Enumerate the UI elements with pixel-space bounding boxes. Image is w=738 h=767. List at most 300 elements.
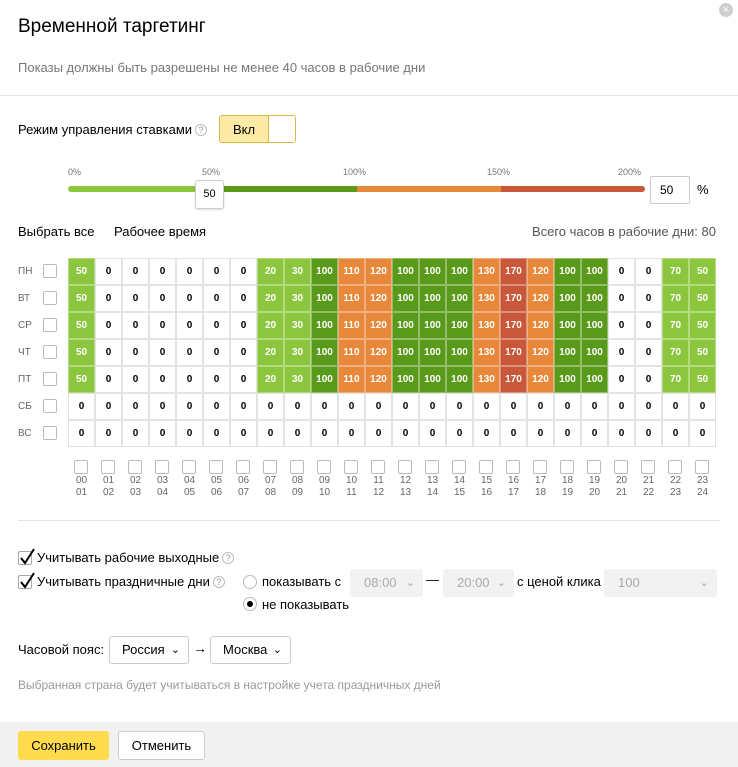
hour-cell[interactable]: 0: [176, 312, 203, 339]
slider-tick-label: 100%: [343, 167, 367, 177]
hour-cell[interactable]: 0: [230, 393, 257, 420]
hour-cell[interactable]: 0: [635, 420, 662, 447]
day-row: [18, 366, 716, 393]
toggle-knob: [268, 116, 295, 142]
show-radio[interactable]: [243, 575, 257, 589]
hour-checkbox[interactable]: [209, 460, 223, 474]
hour-cell[interactable]: 0: [122, 393, 149, 420]
work-time-link[interactable]: Рабочее время: [114, 224, 207, 239]
hour-cell[interactable]: 100: [392, 312, 419, 339]
hour-cell[interactable]: 120: [365, 258, 392, 285]
hour-cell[interactable]: 120: [365, 312, 392, 339]
hour-label-end: 16: [480, 487, 493, 498]
hour-cell[interactable]: 0: [581, 420, 608, 447]
hour-cell[interactable]: 20: [257, 285, 284, 312]
country-select[interactable]: [109, 636, 189, 664]
divider: [0, 95, 738, 96]
hour-cell[interactable]: 0: [689, 420, 716, 447]
hide-radio[interactable]: [243, 597, 257, 611]
hour-cell[interactable]: 30: [284, 366, 311, 393]
hour-cell[interactable]: 0: [203, 366, 230, 393]
slider-track-segment[interactable]: [501, 186, 645, 192]
hour-checkbox[interactable]: [263, 460, 277, 474]
hour-cell[interactable]: 20: [257, 366, 284, 393]
hour-cell[interactable]: 0: [635, 258, 662, 285]
hour-cell[interactable]: 50: [68, 285, 95, 312]
hour-cell[interactable]: 20: [257, 312, 284, 339]
day-label: ПТ: [18, 374, 32, 385]
hour-cell[interactable]: 0: [68, 393, 95, 420]
day-row: [18, 258, 716, 285]
hour-label-start: 22: [669, 475, 682, 486]
hour-cell[interactable]: 0: [203, 285, 230, 312]
hour-label-end: 15: [453, 487, 466, 498]
hour-cell[interactable]: 120: [527, 258, 554, 285]
hour-cell[interactable]: 0: [230, 366, 257, 393]
hour-cell[interactable]: 0: [365, 393, 392, 420]
hour-cell[interactable]: 100: [554, 285, 581, 312]
hour-label-end: 05: [183, 487, 196, 498]
hour-cell[interactable]: 0: [122, 420, 149, 447]
hour-cell[interactable]: 0: [203, 393, 230, 420]
day-checkbox[interactable]: [43, 345, 57, 359]
hour-cell[interactable]: 50: [689, 312, 716, 339]
day-label: ПН: [18, 266, 33, 277]
hour-cell[interactable]: 0: [635, 339, 662, 366]
hour-cell[interactable]: 110: [338, 339, 365, 366]
hour-cell[interactable]: 0: [203, 258, 230, 285]
hour-label-start: 00: [75, 475, 88, 486]
help-icon[interactable]: ?: [222, 552, 234, 564]
hour-cell[interactable]: 100: [392, 258, 419, 285]
hour-label-start: 18: [561, 475, 574, 486]
hour-cell[interactable]: 0: [203, 339, 230, 366]
hour-cell[interactable]: 0: [392, 393, 419, 420]
hour-cell[interactable]: 0: [230, 285, 257, 312]
hour-cell[interactable]: 0: [149, 258, 176, 285]
holidays-text: Учитывать праздничные дни: [37, 574, 210, 589]
time-dash: —: [426, 572, 439, 587]
hour-label-end: 10: [318, 487, 331, 498]
hour-cell[interactable]: 50: [68, 258, 95, 285]
from-time-value: 08:00: [364, 575, 397, 590]
hour-cell[interactable]: 100: [554, 366, 581, 393]
hour-cell[interactable]: 170: [500, 339, 527, 366]
slider-tick-label: 0%: [68, 167, 82, 177]
hour-cell[interactable]: 120: [365, 366, 392, 393]
hour-cell[interactable]: 0: [95, 285, 122, 312]
hour-label: [122, 475, 149, 499]
hour-cell[interactable]: 100: [446, 312, 473, 339]
hour-checkbox[interactable]: [452, 460, 466, 474]
hour-cell[interactable]: 0: [122, 339, 149, 366]
hour-cell[interactable]: 50: [689, 366, 716, 393]
help-icon[interactable]: ?: [195, 124, 207, 136]
hour-cell[interactable]: 100: [446, 258, 473, 285]
hour-cell[interactable]: 100: [392, 366, 419, 393]
hour-label-end: 18: [534, 487, 547, 498]
working-weekends-checkbox[interactable]: [18, 551, 32, 565]
hour-cell[interactable]: 0: [68, 420, 95, 447]
hour-cell[interactable]: 100: [446, 285, 473, 312]
day-label: ВТ: [18, 293, 31, 304]
hour-cell[interactable]: 0: [338, 420, 365, 447]
hour-label: [68, 475, 95, 499]
hour-cell[interactable]: 30: [284, 339, 311, 366]
slider-tick-label: 50%: [202, 167, 221, 177]
hour-cell[interactable]: 120: [527, 366, 554, 393]
hour-label: [635, 475, 662, 499]
hour-checkbox[interactable]: [668, 460, 682, 474]
hour-cell[interactable]: 110: [338, 366, 365, 393]
slider-tick-label: 200%: [618, 167, 642, 177]
day-checkbox[interactable]: [43, 264, 57, 278]
hour-label: [338, 475, 365, 499]
hour-cell[interactable]: 0: [311, 393, 338, 420]
hour-label-start: 19: [588, 475, 601, 486]
help-icon[interactable]: ?: [213, 576, 225, 588]
hour-cell[interactable]: 100: [446, 366, 473, 393]
hour-label-end: 24: [696, 487, 709, 498]
hour-cell[interactable]: 0: [95, 393, 122, 420]
hour-cell[interactable]: 0: [149, 285, 176, 312]
hour-cell[interactable]: 110: [338, 285, 365, 312]
slider-handle[interactable]: 50: [195, 180, 224, 209]
hour-label-end: 21: [615, 487, 628, 498]
hour-cell[interactable]: 100: [581, 285, 608, 312]
hour-cell[interactable]: 0: [230, 420, 257, 447]
chevron-down-icon: ⌄: [496, 577, 506, 589]
hour-cell[interactable]: 50: [68, 366, 95, 393]
hour-cell[interactable]: 0: [608, 285, 635, 312]
hour-cell[interactable]: 100: [392, 339, 419, 366]
city-value: Москва: [223, 642, 268, 657]
hour-cell[interactable]: 0: [446, 393, 473, 420]
hour-cell[interactable]: 70: [662, 312, 689, 339]
hour-cell[interactable]: 0: [635, 393, 662, 420]
total-hours: Всего часов в рабочие дни: 80: [531, 224, 716, 239]
hour-cell[interactable]: 0: [95, 339, 122, 366]
hour-label: [473, 475, 500, 499]
hour-checkbox[interactable]: [101, 460, 115, 474]
hour-cell[interactable]: 100: [419, 258, 446, 285]
hour-label-end: 20: [588, 487, 601, 498]
hour-cell[interactable]: 0: [500, 420, 527, 447]
hour-cell[interactable]: 100: [311, 339, 338, 366]
hour-cell[interactable]: 0: [203, 420, 230, 447]
hour-cell[interactable]: 0: [230, 312, 257, 339]
hour-cell[interactable]: 70: [662, 258, 689, 285]
hour-cell[interactable]: 100: [419, 339, 446, 366]
select-all-link[interactable]: Выбрать все: [18, 224, 95, 239]
hour-cell[interactable]: 0: [149, 339, 176, 366]
hour-cell[interactable]: 100: [581, 366, 608, 393]
city-select[interactable]: [210, 636, 291, 664]
hour-cell[interactable]: 0: [608, 366, 635, 393]
hour-cell[interactable]: 0: [365, 420, 392, 447]
hour-cell[interactable]: 20: [257, 258, 284, 285]
hour-checkbox[interactable]: [398, 460, 412, 474]
hour-cell[interactable]: 130: [473, 339, 500, 366]
hour-cell[interactable]: 0: [203, 312, 230, 339]
slider-track-segment[interactable]: [212, 186, 356, 192]
hour-cell[interactable]: 0: [527, 393, 554, 420]
slider-tick-label: 150%: [487, 167, 511, 177]
hour-checkbox[interactable]: [182, 460, 196, 474]
hour-cell[interactable]: 100: [311, 366, 338, 393]
hour-cell[interactable]: 0: [95, 312, 122, 339]
hour-cell[interactable]: 0: [149, 420, 176, 447]
hour-cell[interactable]: 100: [554, 339, 581, 366]
hour-cell[interactable]: 120: [365, 339, 392, 366]
hour-cell[interactable]: 0: [689, 393, 716, 420]
hour-label-start: 07: [264, 475, 277, 486]
hour-label: [500, 475, 527, 499]
hour-cell[interactable]: 120: [365, 285, 392, 312]
hour-cell[interactable]: 170: [500, 366, 527, 393]
hour-cell[interactable]: 120: [527, 339, 554, 366]
day-checkbox[interactable]: [43, 399, 57, 413]
hour-cell[interactable]: 0: [176, 258, 203, 285]
hour-label: [446, 475, 473, 499]
hour-checkbox[interactable]: [236, 460, 250, 474]
day-checkbox[interactable]: [43, 372, 57, 386]
hour-cell[interactable]: 0: [122, 285, 149, 312]
hour-label-start: 11: [373, 475, 384, 486]
hour-label-start: 13: [426, 475, 439, 486]
hour-label-end: 17: [507, 487, 520, 498]
hour-cell[interactable]: 0: [608, 258, 635, 285]
hour-cell[interactable]: 100: [392, 285, 419, 312]
hour-label-end: 04: [156, 487, 169, 498]
hour-cell[interactable]: 30: [284, 312, 311, 339]
hour-checkbox[interactable]: [641, 460, 655, 474]
hour-checkbox[interactable]: [317, 460, 331, 474]
hour-cell[interactable]: 0: [122, 312, 149, 339]
hour-cell[interactable]: 50: [689, 258, 716, 285]
hour-cell[interactable]: 100: [554, 258, 581, 285]
day-label: ЧТ: [18, 347, 31, 358]
hour-cell[interactable]: 0: [608, 393, 635, 420]
working-weekends-text: Учитывать рабочие выходные: [37, 550, 220, 565]
hour-cell[interactable]: 0: [176, 393, 203, 420]
hour-checkbox[interactable]: [344, 460, 358, 474]
cancel-button[interactable]: Отменить: [118, 731, 205, 760]
hour-cell[interactable]: 0: [608, 312, 635, 339]
hour-checkbox[interactable]: [425, 460, 439, 474]
hour-cell[interactable]: 50: [689, 285, 716, 312]
hour-cell[interactable]: 130: [473, 258, 500, 285]
day-row: [18, 312, 716, 339]
hour-checkbox[interactable]: [533, 460, 547, 474]
hour-cell[interactable]: 0: [284, 420, 311, 447]
hour-checkbox[interactable]: [695, 460, 709, 474]
hour-label: [608, 475, 635, 499]
hour-checkbox[interactable]: [479, 460, 493, 474]
to-time-select: [443, 569, 514, 597]
bid-mode-toggle[interactable]: [219, 115, 296, 143]
hour-cell[interactable]: 0: [176, 420, 203, 447]
hour-cell[interactable]: 100: [311, 258, 338, 285]
hour-cell[interactable]: 120: [527, 312, 554, 339]
slider-track-segment[interactable]: [357, 186, 501, 192]
day-row: [18, 285, 716, 312]
hour-label: [554, 475, 581, 499]
chevron-down-icon: ⌄: [699, 577, 709, 589]
hour-cell[interactable]: 120: [527, 285, 554, 312]
hour-cell[interactable]: 30: [284, 285, 311, 312]
hour-cell[interactable]: 0: [662, 393, 689, 420]
hour-cell[interactable]: 100: [311, 285, 338, 312]
hour-cell[interactable]: 0: [635, 285, 662, 312]
hour-cell[interactable]: 100: [446, 339, 473, 366]
hour-cell[interactable]: 20: [257, 339, 284, 366]
day-row: [18, 339, 716, 366]
hour-label-end: 02: [102, 487, 115, 498]
hour-cell[interactable]: 130: [473, 366, 500, 393]
hour-label: [176, 475, 203, 499]
hour-cell[interactable]: 0: [257, 393, 284, 420]
hour-label-end: 22: [642, 487, 655, 498]
hour-cell[interactable]: 130: [473, 285, 500, 312]
hour-cell[interactable]: 0: [284, 393, 311, 420]
hour-label-end: 09: [291, 487, 304, 498]
hour-cell[interactable]: 0: [338, 393, 365, 420]
hour-label-start: 01: [102, 475, 115, 486]
day-label: СР: [18, 320, 32, 331]
hour-label-start: 16: [507, 475, 520, 486]
hour-checkbox[interactable]: [506, 460, 520, 474]
hour-cell[interactable]: 0: [176, 285, 203, 312]
hour-cell[interactable]: 110: [338, 312, 365, 339]
price-select: [604, 569, 717, 597]
hour-label-start: 02: [129, 475, 142, 486]
hour-cell[interactable]: 0: [230, 339, 257, 366]
hour-cell[interactable]: 0: [230, 258, 257, 285]
hour-cell[interactable]: 0: [446, 420, 473, 447]
hour-cell[interactable]: 70: [662, 339, 689, 366]
day-checkbox[interactable]: [43, 426, 57, 440]
day-checkbox[interactable]: [43, 291, 57, 305]
hour-cell[interactable]: 50: [68, 312, 95, 339]
divider: [18, 520, 720, 521]
hour-cell[interactable]: 100: [419, 366, 446, 393]
hour-cell[interactable]: 50: [689, 339, 716, 366]
hour-checkbox[interactable]: [560, 460, 574, 474]
hour-cell[interactable]: 0: [257, 420, 284, 447]
hour-cell[interactable]: 70: [662, 285, 689, 312]
bid-mode-label: [18, 122, 207, 137]
hour-label: [527, 475, 554, 499]
hour-cell[interactable]: 170: [500, 258, 527, 285]
hour-cell[interactable]: 0: [176, 339, 203, 366]
hour-checkbox[interactable]: [155, 460, 169, 474]
hour-cell[interactable]: 100: [419, 312, 446, 339]
hour-label-end: 23: [669, 487, 682, 498]
hour-cell[interactable]: 100: [419, 285, 446, 312]
hour-cell[interactable]: 0: [95, 258, 122, 285]
hour-cell[interactable]: 0: [149, 366, 176, 393]
hour-cell[interactable]: 0: [500, 393, 527, 420]
chevron-down-icon: ⌄: [405, 577, 415, 589]
chevron-down-icon: ⌄: [272, 644, 282, 656]
hour-cell[interactable]: 0: [392, 420, 419, 447]
hour-cell[interactable]: 0: [473, 393, 500, 420]
hour-cell[interactable]: 0: [419, 393, 446, 420]
save-button[interactable]: Сохранить: [18, 731, 109, 760]
hour-checkbox[interactable]: [371, 460, 385, 474]
toggle-on-label: Вкл: [220, 116, 268, 142]
hour-cell[interactable]: 0: [527, 420, 554, 447]
hour-label-end: 13: [399, 487, 412, 498]
hour-label: [257, 475, 284, 499]
hour-cell[interactable]: 0: [419, 420, 446, 447]
timezone-label: Часовой пояс:: [18, 642, 105, 657]
hour-label: [95, 475, 122, 499]
hour-cell[interactable]: 0: [581, 393, 608, 420]
hour-checkbox[interactable]: [614, 460, 628, 474]
hour-cell[interactable]: 0: [554, 393, 581, 420]
hour-cell[interactable]: 0: [635, 312, 662, 339]
hour-cell[interactable]: 0: [662, 420, 689, 447]
hour-cell[interactable]: 170: [500, 285, 527, 312]
holidays-checkbox[interactable]: [18, 575, 32, 589]
hour-cell[interactable]: 0: [95, 366, 122, 393]
hour-cell[interactable]: 0: [608, 420, 635, 447]
hour-checkbox[interactable]: [128, 460, 142, 474]
hour-label-end: 08: [264, 487, 277, 498]
percent-input[interactable]: [650, 176, 690, 204]
hour-cell[interactable]: 0: [176, 366, 203, 393]
country-value: Россия: [122, 642, 165, 657]
hour-cell[interactable]: 0: [635, 366, 662, 393]
hour-cell[interactable]: 110: [338, 258, 365, 285]
hour-cell[interactable]: 50: [68, 339, 95, 366]
hour-cell[interactable]: 0: [149, 393, 176, 420]
hour-cell[interactable]: 100: [311, 312, 338, 339]
hour-cell[interactable]: 0: [608, 339, 635, 366]
hour-label-end: 12: [372, 487, 385, 498]
slider-track-segment[interactable]: [68, 186, 212, 192]
hour-cell[interactable]: 0: [554, 420, 581, 447]
hour-cell[interactable]: 70: [662, 366, 689, 393]
hour-label-start: 04: [183, 475, 196, 486]
day-checkbox[interactable]: [43, 318, 57, 332]
hour-checkbox[interactable]: [74, 460, 88, 474]
dialog-subtitle: Показы должны быть разрешены не менее 40 часов в рабочие дни: [18, 60, 426, 75]
hour-cell[interactable]: 100: [554, 312, 581, 339]
hour-label-end: 01: [75, 487, 88, 498]
hour-cell[interactable]: 0: [122, 366, 149, 393]
hour-cell[interactable]: 0: [311, 420, 338, 447]
hour-cell[interactable]: 170: [500, 312, 527, 339]
close-icon[interactable]: ×: [719, 3, 733, 17]
hour-checkbox[interactable]: [587, 460, 601, 474]
hour-cell[interactable]: 100: [581, 339, 608, 366]
timezone-note: Выбранная страна будет учитываться в настройке учета праздничных дней: [18, 678, 441, 692]
hour-cell[interactable]: 100: [581, 258, 608, 285]
hour-cell[interactable]: 0: [473, 420, 500, 447]
hour-cell[interactable]: 0: [149, 312, 176, 339]
hour-cell[interactable]: 130: [473, 312, 500, 339]
to-time-value: 20:00: [457, 575, 490, 590]
price-value: 100: [618, 575, 640, 590]
hour-cell[interactable]: 100: [581, 312, 608, 339]
hour-cell[interactable]: 30: [284, 258, 311, 285]
hour-checkbox[interactable]: [290, 460, 304, 474]
hour-cell[interactable]: 0: [122, 258, 149, 285]
hour-cell[interactable]: 0: [95, 420, 122, 447]
